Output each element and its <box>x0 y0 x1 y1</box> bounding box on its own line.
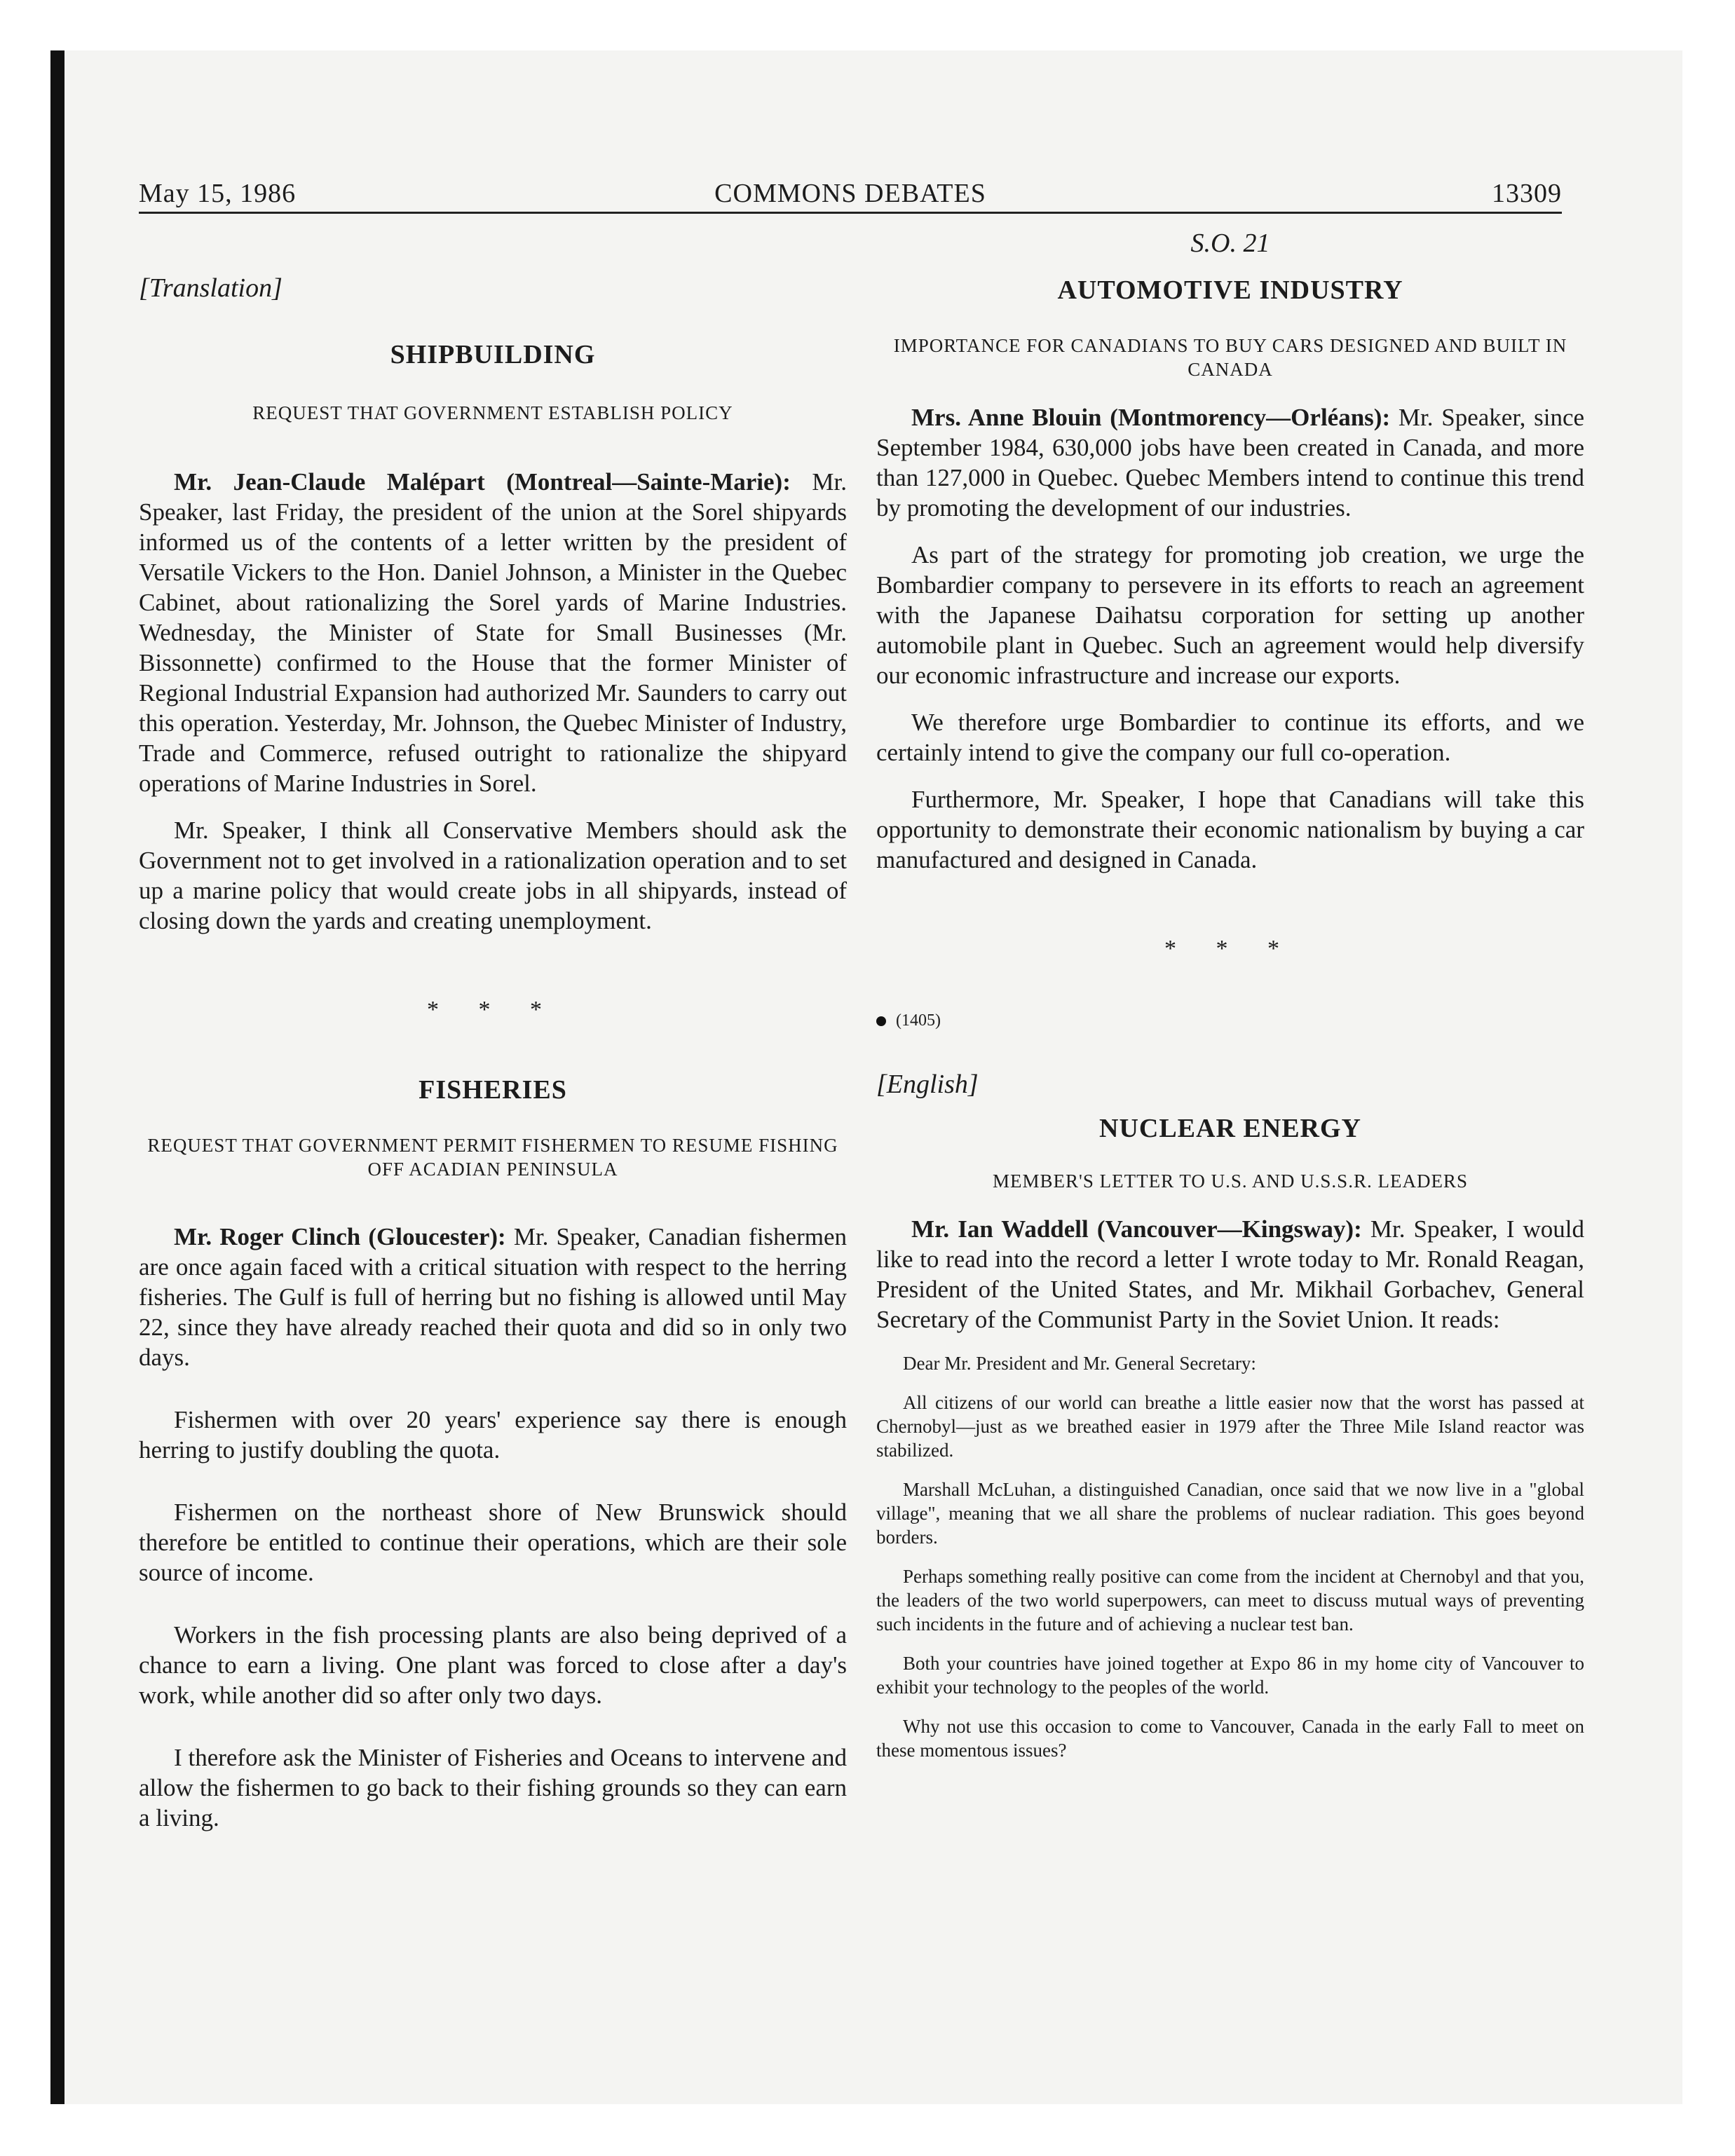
subhead-nuclear: MEMBER'S LETTER TO U.S. AND U.S.S.R. LEADERS <box>993 1171 1468 1192</box>
section-title-shipbuilding: SHIPBUILDING <box>390 340 596 369</box>
speech-text: Mr. Speaker, since September 1984, 630,000 jobs have been created in Canada, and more than 127,000 in Quebec. Quebec Members intend to continue this trend by promoting the development of our industries. <box>876 404 1585 521</box>
speaker-name: Mrs. Anne Blouin (Montmorency—Orléans): <box>911 404 1391 431</box>
letter-paragraph: Both your countries have joined together at Expo 86 in my home city of Vancouver to exhibit your technology to the peoples of the world. <box>876 1653 1584 1698</box>
section-title-nuclear: NUCLEAR ENERGY <box>1099 1114 1361 1143</box>
letter-paragraph: Why not use this occasion to come to Vancouver, Canada in the early Fall to meet on these momentous issues? <box>876 1716 1584 1761</box>
subhead-automotive: IMPORTANCE FOR CANADIANS TO BUY CARS DESIGNED AND BUILT IN CANADA <box>893 335 1567 380</box>
section-title-automotive: AUTOMOTIVE INDUSTRY <box>1057 275 1403 305</box>
speech-paragraph: As part of the strategy for promoting job creation, we urge the Bombardier company to persevere in its efforts to reach an agreement with the Japanese Daihatsu corporation for setting up another automobile plant in Quebec. Such an agreement would help diversify our economic infrastructure and increase our exports. <box>876 541 1584 689</box>
time-marker <box>876 1006 1584 1036</box>
subhead-fisheries: REQUEST THAT GOVERNMENT PERMIT FISHERMEN TO RESUME FISHING OFF ACADIAN PENINSULA <box>147 1135 838 1180</box>
header-date: May 15, 1986 <box>139 179 297 208</box>
speech-paragraph: We therefore urge Bombardier to continue its efforts, and we certainly intend to give the company our full co-operation. <box>876 709 1584 766</box>
speech-paragraph: Mr. Speaker, I think all Conservative Members should ask the Government not to get involved in a rationalization operation and to set up a marine policy that would create jobs in all shipyards, instead of closing down the yards and creating unemployment. <box>139 817 847 934</box>
translation-note: [Translation] <box>139 273 283 303</box>
speaker-name: Mr. Ian Waddell (Vancouver—Kingsway): <box>911 1215 1362 1243</box>
speech-paragraph: Fishermen with over 20 years' experience say there is enough herring to justify doubling the quota. <box>139 1406 847 1464</box>
header-title: COMMONS DEBATES <box>714 179 986 208</box>
speech-paragraph <box>876 402 1584 523</box>
letter-salutation: Dear Mr. President and Mr. General Secretary: <box>903 1353 1256 1374</box>
letter-paragraph: All citizens of our world can breathe a little easier now that the worst has passed at Chernobyl—just as we breathed easier in 1979 after the Three Mile Island reactor was stabilized. <box>876 1392 1584 1461</box>
standing-order-label: S.O. 21 <box>1190 228 1270 258</box>
page-header <box>139 174 1562 213</box>
speech-text: Mr. Speaker, Canadian fishermen are once again faced with a critical situation with respect to the herring fisheries. The Gulf is full of herring but no fishing is allowed until May 22, since they have already reached their quota and did so in only two days. <box>139 1223 847 1371</box>
quoted-letter <box>876 1351 1584 1762</box>
speech-paragraph <box>139 1222 847 1372</box>
speech-paragraph <box>139 467 847 798</box>
right-column <box>876 224 1584 1778</box>
letter-paragraph: Marshall McLuhan, a distinguished Canadian, once said that we now live in a "global village", meaning that we all share the problems of nuclear radiation. This goes beyond borders. <box>876 1479 1584 1548</box>
left-column <box>139 224 847 1850</box>
speech-text: Mr. Speaker, last Friday, the president of the union at the Sorel shipyards informed us of the contents of a letter written by the president of Versatile Vickers to the Hon. Daniel Johnson, a Minister in the Quebec Cabinet, about rationalizing the Sorel yards of Marine Industries. Wednesday, the Minister of State for Small Businesses (Mr. Bissonnette) confirmed to the House that the former Minister of Regional Industrial Expansion had authorized Mr. Saunders to carry out this operation. Yesterday, Mr. Johnson, the Quebec Minister of Industry, Trade and Commerce, refused outright to rationalize the shipyard operations of Marine Industries in Sorel. <box>139 468 847 797</box>
speaker-name: Mr. Roger Clinch (Gloucester): <box>174 1223 506 1250</box>
english-note: [English] <box>876 1070 979 1099</box>
speech-paragraph: I therefore ask the Minister of Fisheries and Oceans to intervene and allow the fishermen to go back to their fishing grounds so they can earn a living. <box>139 1744 847 1831</box>
section-separator: * * * <box>427 997 559 1023</box>
section-separator: * * * <box>1164 936 1296 962</box>
scan-binding-edge <box>50 50 64 2104</box>
subhead-shipbuilding: REQUEST THAT GOVERNMENT ESTABLISH POLICY <box>252 402 733 423</box>
speech-paragraph: Fishermen on the northeast shore of New Brunswick should therefore be entitled to continue their operations, which are their sole source of income. <box>139 1499 847 1586</box>
letter-paragraph: Perhaps something really positive can come from the incident at Chernobyl and that you, the leaders of the two world superpowers, can meet to discuss mutual ways of preventing such incidents in the future and of achieving a nuclear test ban. <box>876 1566 1584 1635</box>
speech-paragraph: Workers in the fish processing plants are also being deprived of a chance to earn a living. One plant was forced to close after a day's work, while another did so after only two days. <box>139 1621 847 1709</box>
section-title-fisheries: FISHERIES <box>419 1075 567 1105</box>
bullet-icon <box>876 1016 886 1026</box>
speech-text: Mr. Speaker, I would like to read into the record a letter I wrote today to Mr. Ronald Reagan, President of the United States, and Mr. Mikhail Gorbachev, General Secretary of the Communist Party in the Soviet Union. It reads: <box>876 1215 1585 1333</box>
speaker-name: Mr. Jean-Claude Malépart (Montreal—Sainte-Marie): <box>174 468 791 496</box>
speech-paragraph <box>876 1214 1584 1335</box>
header-page-number: 13309 <box>1492 179 1562 208</box>
header-rule <box>139 212 1562 214</box>
time-marker-text: (1405) <box>896 1011 941 1030</box>
speech-paragraph: Furthermore, Mr. Speaker, I hope that Canadians will take this opportunity to demonstrate their economic nationalism by buying a car manufactured and designed in Canada. <box>876 786 1584 873</box>
